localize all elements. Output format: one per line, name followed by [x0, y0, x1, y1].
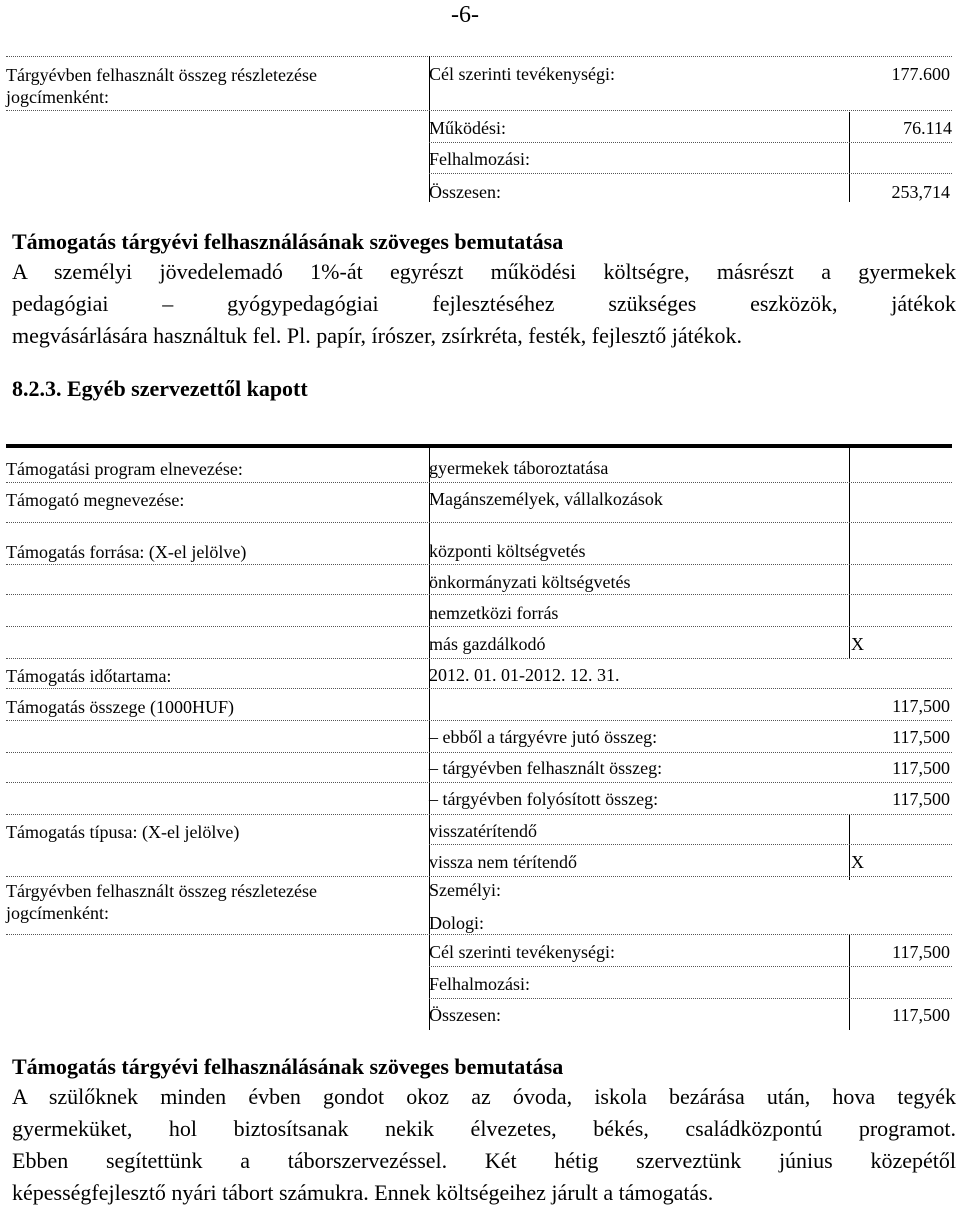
source-label: Támogatás forrása: (X-el jelölve) [6, 542, 247, 562]
usage-line: A személyi jövedelemadó 1%-át egyrészt működési költségre, másrészt a gyermekek [12, 259, 956, 284]
column-divider [849, 934, 850, 1030]
type-option: vissza nem térítendő [429, 852, 577, 872]
detail-item-label: Személyi: [429, 880, 501, 900]
detail-item-label: Cél szerinti tevékenységi: [429, 942, 615, 962]
amount-sub-value: 117,500 [892, 789, 950, 809]
table-top [6, 0, 952, 210]
program-label: Támogatási program elnevezése: [6, 459, 243, 479]
row-divider [6, 934, 952, 935]
row-divider [6, 688, 952, 689]
column-divider [849, 112, 850, 202]
detail-item-label: Működési: [429, 118, 507, 138]
detail-item-value: 253,714 [891, 182, 950, 202]
row-divider [6, 482, 952, 483]
duration-value: 2012. 01. 01-2012. 12. 31. [429, 665, 620, 685]
row-divider [6, 814, 952, 815]
usage-heading: Támogatás tárgyévi felhasználásának szöveges bemutatása [12, 1054, 564, 1079]
supporter-label: Támogató megnevezése: [6, 490, 185, 510]
row-divider [429, 142, 952, 143]
type-mark: X [851, 852, 864, 872]
row-divider [429, 966, 952, 967]
detail-item-label: Összesen: [429, 182, 501, 202]
detail-item-label: Dologi: [429, 913, 485, 933]
table-top-border [6, 444, 952, 448]
row-divider [6, 110, 952, 111]
detail-label: Tárgyévben felhasznált összeg részletezése jogcímenként: [6, 881, 318, 923]
amount-value: 117,500 [892, 696, 950, 716]
row-divider [429, 173, 952, 174]
type-option: visszatérítendő [429, 821, 537, 841]
amount-sub-value: 117,500 [892, 727, 950, 747]
column-divider [849, 814, 850, 880]
detail-item-value: 177.600 [891, 64, 950, 84]
table-support [6, 444, 952, 1034]
detail-item-value: 76.114 [903, 118, 952, 138]
detail-label: Tárgyévben felhasznált összeg részletezése jogcímenként: [6, 65, 318, 107]
usage-line: megvásárlására használtuk fel. Pl. papír, írószer, zsírkréta, festék, fejlesztő játékok. [12, 323, 743, 348]
amount-sub-label: – ebből a tárgyévre jutó összeg: [429, 727, 658, 747]
usage-line: A szülőknek minden évben gondot okoz az óvoda, iskola bezárása után, hova tegyék [12, 1084, 956, 1109]
amount-label: Támogatás összege (1000HUF) [6, 697, 234, 717]
page-number: -6- [451, 2, 479, 28]
usage-line: képességfejlesztő nyári tábort számukra. Ennek költségeihez járult a támogatás. [12, 1180, 714, 1205]
row-divider [6, 658, 952, 659]
row-divider [6, 782, 952, 783]
row-divider [6, 56, 952, 57]
type-label: Támogatás típusa: (X-el jelölve) [6, 822, 240, 842]
supporter-value: Magánszemélyek, vállalkozások [429, 489, 663, 509]
row-divider [6, 594, 952, 595]
row-divider [6, 522, 952, 523]
usage-heading: Támogatás tárgyévi felhasználásának szöveges bemutatása [12, 229, 564, 254]
source-option: központi költségvetés [429, 541, 586, 561]
detail-item-value: 117,500 [892, 942, 950, 962]
program-value: gyermekek táboroztatása [429, 458, 609, 478]
row-divider [429, 998, 952, 999]
detail-item-value: 117,500 [892, 1005, 950, 1025]
source-option: önkormányzati költségvetés [429, 572, 631, 592]
section-title: 8.2.3. Egyéb szervezettől kapott [12, 376, 308, 401]
row-divider [6, 720, 952, 721]
detail-item-label: Felhalmozási: [429, 149, 530, 169]
row-divider [6, 752, 952, 753]
row-divider [6, 876, 952, 877]
row-divider [429, 844, 952, 845]
row-divider [6, 564, 952, 565]
usage-line: Ebben segítettünk a táborszervezéssel. Két hétig szerveztünk június közepétől [12, 1148, 956, 1173]
detail-item-label: Cél szerinti tevékenységi: [429, 64, 615, 84]
source-mark: X [851, 634, 864, 654]
amount-sub-value: 117,500 [892, 758, 950, 778]
usage-line: pedagógiai – gyógypedagógiai fejlesztéséhez szükséges eszközök, játékok [12, 291, 956, 316]
source-option: más gazdálkodó [429, 634, 546, 654]
usage-line: gyermeküket, hol biztosítsanak nekik élvezetes, békés, családközpontú programot. [12, 1116, 956, 1141]
source-option: nemzetközi forrás [429, 603, 559, 623]
amount-sub-label: – tárgyévben folyósított összeg: [429, 789, 659, 809]
row-divider [6, 626, 952, 627]
amount-sub-label: – tárgyévben felhasznált összeg: [429, 758, 663, 778]
duration-label: Támogatás időtartama: [6, 666, 172, 686]
detail-item-label: Felhalmozási: [429, 974, 530, 994]
detail-item-label: Összesen: [429, 1005, 501, 1025]
